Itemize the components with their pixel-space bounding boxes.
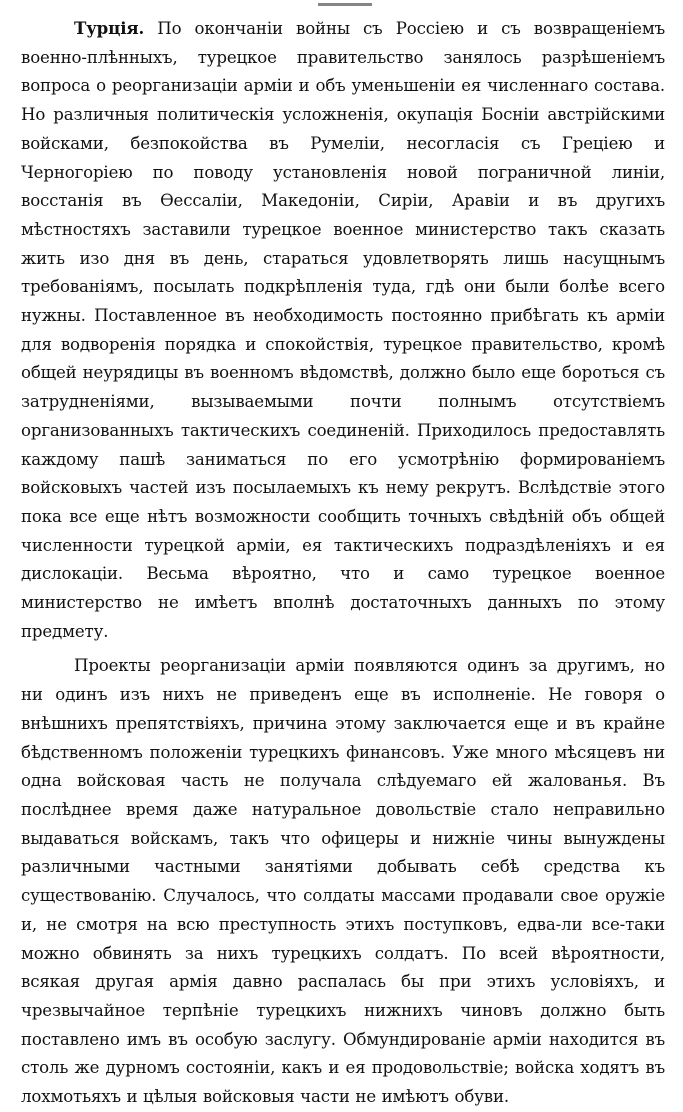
article-body xyxy=(21,14,665,1112)
paragraph-1 xyxy=(21,14,665,646)
section-lead-title: Турція. xyxy=(74,18,145,38)
page-header-mark xyxy=(318,3,372,6)
paragraph-2-text: Проекты реорганизаціи арміи появляются одинъ за другимъ, но ни одинъ изъ нихъ не приведенъ еще въ исполненіе. Не говоря о внѣшнихъ препятствіяхъ, причина этому заключается еще и въ крайне бѣдственномъ положеніи турецкихъ финансовъ. Уже много мѣсяцевъ ни одна войсковая часть не получала слѣдуемаго ей жалованья. Въ послѣднее время даже натуральное довольствіе стало неправильно выдаваться войскамъ, такъ что офицеры и нижніе чины вынуждены различными частными занятіями добывать себѣ средства къ существованію. Случалось, что солдаты массами продавали свое оружіе и, не смотря на всю преступность этихъ поступковъ, едва-ли все-таки можно обвинять за нихъ турецкихъ солдатъ. По всей вѣроятности, всякая другая армія давно распалась бы при этихъ условіяхъ, и чрезвычайное терпѣніе турецкихъ нижнихъ чиновъ должно быть поставлено имъ въ особую заслугу. Обмундированіе арміи находится въ столь же дурномъ состояніи, какъ и ея продовольствіе; войска ходятъ въ лохмотьяхъ и цѣлыя войсковыя части не имѣютъ обуви. xyxy=(21,656,665,1107)
paragraph-1-text: По окончаніи войны съ Россіею и съ возвращеніемъ военно-плѣнныхъ, турецкое правительство занялось разрѣшеніемъ вопроса о реорганизаціи арміи и объ уменьшеніи ея численнаго состава. Но различныя политическія усложненія, окупація Босніи австрійскими войсками, безпокойства въ Румеліи, несогласія съ Греціею и Черногоріею по поводу установленія новой пограничной линіи, восстанія въ Ѳессаліи, Македоніи, Сиріи, Аравіи и въ другихъ мѣстностяхъ заставили турецкое военное министерство такъ сказать жить изо дня въ день, стараться удовлетворять лишь насущнымъ требованіямъ, посылать подкрѣпленія туда, гдѣ они были болѣе всего нужны. Поставленное въ необходимость постоянно прибѣгать къ арміи для водворенія порядка и спокойствія, турецкое правительство, кромѣ общей неурядицы въ военномъ вѣдомствѣ, должно было еще бороться съ затрудненіями, вызываемыми почти полнымъ отсутствіемъ организованныхъ тактическихъ соединеній. Приходилось предоставлять каждому пашѣ заниматься по его усмотрѣнію формированіемъ войсковыхъ частей изъ посылаемыхъ къ нему рекрутъ. Вслѣдствіе этого пока все еще нѣтъ возможности сообщить точныхъ свѣдѣній объ общей численности турецкой арміи, ея тактическихъ подраздѣленіяхъ и ея дислокаціи. Весьма вѣроятно, что и само турецкое военное министерство не имѣетъ вполнѣ достаточныхъ данныхъ по этому предмету. xyxy=(21,19,665,641)
paragraph-2 xyxy=(21,652,665,1111)
